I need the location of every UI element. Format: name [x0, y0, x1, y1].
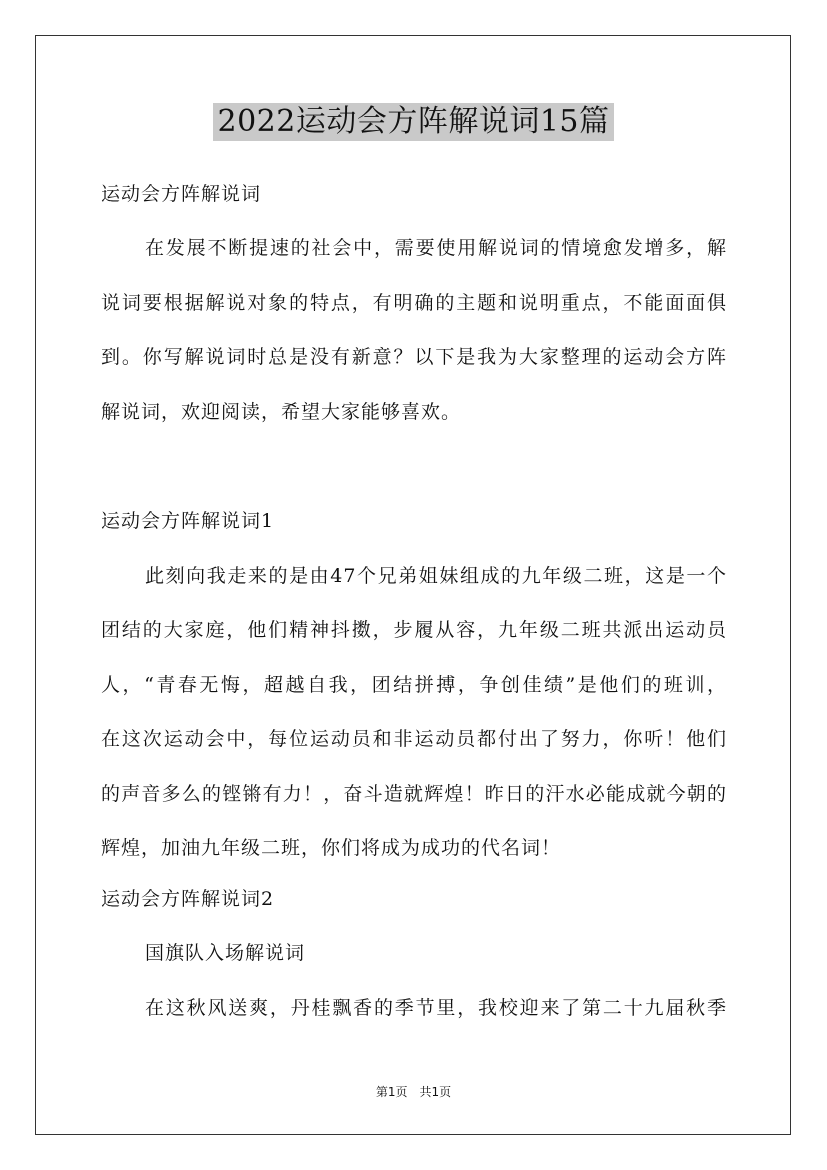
paragraph-line: 在这秋风送爽，丹桂飘香的季节里，我校迎来了第二十九届秋季 [145, 997, 727, 1019]
paragraph-line: 说词要根据解说对象的特点，有明确的主题和说明重点，不能面面俱 [101, 292, 727, 314]
paragraph-line: 解说词，欢迎阅读，希望大家能够喜欢。 [101, 401, 462, 423]
sub-heading: 国旗队入场解说词 [145, 942, 306, 964]
paragraph-line: 在发展不断提速的社会中，需要使用解说词的情境愈发增多，解 [145, 237, 727, 259]
paragraph-line: 团结的大家庭，他们精神抖擞，步履从容，九年级二班共派出运动员 [101, 619, 727, 641]
section-heading: 运动会方阵解说词2 [101, 888, 275, 910]
paragraph-line: 的声音多么的铿锵有力！，奋斗造就辉煌！昨日的汗水必能成就今朝的 [101, 783, 727, 805]
paragraph-line: 人，“青春无悔，超越自我，团结拼搏，争创佳绩”是他们的班训， [101, 674, 727, 696]
paragraph-line: 在这次运动会中，每位运动员和非运动员都付出了努力，你听！他们 [101, 728, 727, 750]
title-container [0, 103, 827, 141]
section-heading: 运动会方阵解说词1 [101, 510, 275, 532]
page-footer: 第1页 共1页 [375, 1085, 452, 1099]
paragraph-line: 辉煌，加油九年级二班，你们将成为成功的代名词！ [101, 837, 562, 859]
section-heading: 运动会方阵解说词 [101, 183, 262, 205]
paragraph-line: 此刻向我走来的是由47个兄弟姐妹组成的九年级二班，这是一个 [145, 565, 727, 587]
document-title: 2022运动会方阵解说词15篇 [213, 103, 613, 141]
paragraph-line: 到。你写解说词时总是没有新意？以下是我为大家整理的运动会方阵 [101, 346, 727, 368]
